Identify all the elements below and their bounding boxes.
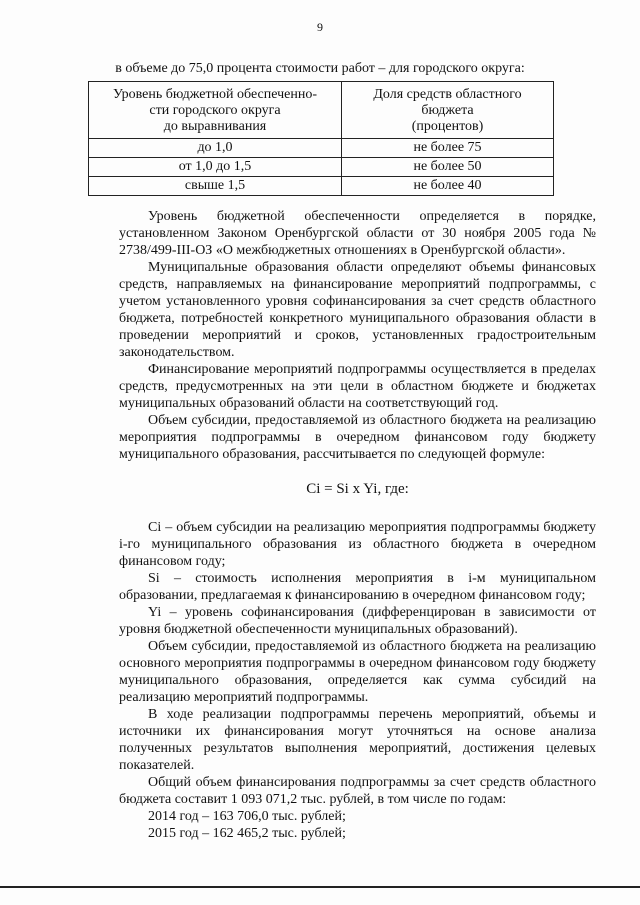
table-header-cell: Доля средств областного бюджета (процентов) bbox=[342, 82, 554, 139]
definition-paragraph: Yi – уровень софинансирования (дифференцирован в зависимости от уровня бюджетной обеспеченности муниципальных образований). bbox=[119, 605, 596, 637]
table-row bbox=[89, 158, 554, 177]
formula: Ci = Si x Yi, где: bbox=[306, 481, 409, 497]
definition-paragraph: Si – стоимость исполнения мероприятия в i-м муниципальном образовании, предлагаемая к финансированию в очередном финансовом году; bbox=[119, 571, 596, 603]
page-number: 9 bbox=[317, 20, 323, 34]
paragraph: Финансирование мероприятий подпрограммы осуществляется в пределах средств, предусмотренных на эти цели в областном бюджете и бюджетах муниципальных образований области на соответствующий год. bbox=[119, 362, 596, 411]
paragraph: В ходе реализации подпрограммы перечень мероприятий, объемы и источники их финансирования могут уточняться на основе анализа полученных результатов выполнения мероприятий, достижения целевых показателей. bbox=[119, 707, 596, 773]
document-body bbox=[119, 208, 596, 842]
paragraph: Объем субсидии, предоставляемой из областного бюджета на реализацию мероприятия подпрограммы в очередном финансовом году бюджету муниципального образования, рассчитывается по следующей формуле: bbox=[119, 413, 596, 462]
table-header-row bbox=[89, 82, 554, 139]
table-cell: не более 40 bbox=[342, 177, 554, 196]
table-cell: до 1,0 bbox=[89, 139, 342, 158]
paragraph: Уровень бюджетной обеспеченности определяется в порядке, установленном Законом Оренбургской области от 30 ноября 2005 года № 2738/499-III-ОЗ «О межбюджетных отношениях в Оренбургской области». bbox=[119, 209, 596, 258]
paragraph: Общий объем финансирования подпрограммы за счет средств областного бюджета составит 1 093 071,2 тыс. рублей, в том числе по годам: bbox=[119, 775, 596, 807]
table-row bbox=[89, 139, 554, 158]
funding-year-line: 2014 год – 163 706,0 тыс. рублей; bbox=[148, 809, 346, 824]
definition-paragraph: Ci – объем субсидии на реализацию мероприятия подпрограммы бюджету i-го муниципального образования из областного бюджета в очередном финансовом году; bbox=[119, 520, 596, 569]
table-cell: свыше 1,5 bbox=[89, 177, 342, 196]
table-cell: от 1,0 до 1,5 bbox=[89, 158, 342, 177]
bottom-scan-line bbox=[0, 886, 640, 888]
table-row bbox=[89, 177, 554, 196]
table-cell: не более 75 bbox=[342, 139, 554, 158]
cofinancing-table bbox=[88, 81, 554, 196]
paragraph: Муниципальные образования области определяют объемы финансовых средств, направляемых на финансирование мероприятий подпрограммы, с учетом установленного уровня софинансирования за счет средств областного бюджета, потребностей конкретного муниципального образования области в проведении мероприятий и сроков, установленных градостроительным законодательством. bbox=[119, 260, 596, 360]
intro-line: в объеме до 75,0 процента стоимости работ – для городского округа: bbox=[115, 61, 525, 76]
table-header-cell: Уровень бюджетной обеспеченно- сти городского округа до выравнивания bbox=[89, 82, 342, 139]
funding-year-line: 2015 год – 162 465,2 тыс. рублей; bbox=[148, 826, 346, 841]
paragraph: Объем субсидии, предоставляемой из областного бюджета на реализацию основного мероприятия подпрограммы в очередном финансовом году бюджету муниципального образования, определяется как сумма субсидий на реализацию мероприятий подпрограммы. bbox=[119, 639, 596, 705]
table-cell: не более 50 bbox=[342, 158, 554, 177]
